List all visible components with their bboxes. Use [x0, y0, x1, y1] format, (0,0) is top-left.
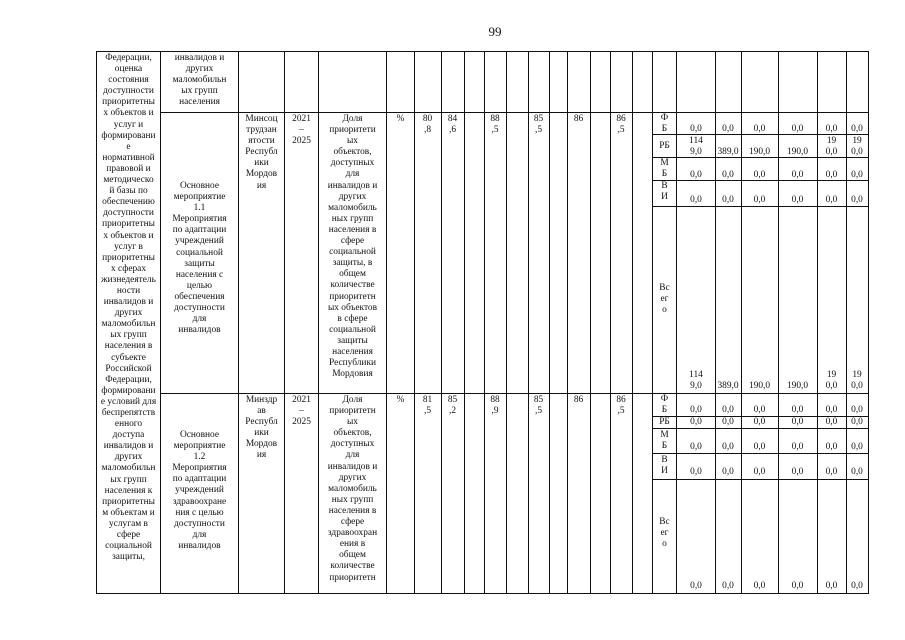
fin-total: 190,0: [786, 381, 809, 391]
col-line: [868, 51, 869, 593]
col-line: [567, 51, 568, 593]
fin-cell: 0,0: [825, 467, 838, 477]
fin-cell: 0,0: [791, 124, 804, 134]
funding-source: М Б: [660, 158, 669, 179]
fin-cell: 190,0: [786, 147, 809, 157]
funding-source: Ф Б: [660, 394, 669, 415]
measure-executor: Минсоц трудзан ятости Республ ики Мордов ия: [245, 114, 278, 191]
measure-executor: Минздр ав Республ ики Мордов ия: [245, 395, 278, 461]
col-line: [632, 51, 633, 593]
measure-period: 2021 – 2025: [292, 114, 311, 147]
funding-source: В И: [661, 455, 668, 476]
fin-cell: 0,0: [791, 467, 804, 477]
fin-cell: 0,0: [722, 442, 734, 452]
fin-cell: 0,0: [791, 405, 804, 415]
fin-total: 0,0: [791, 581, 804, 591]
fin-total: 19 0,0: [851, 370, 863, 391]
indicator-value: 86: [573, 395, 584, 405]
measure-indicator: Доля приоритети ых объектов, доступных для инвалидов и других маломобиль ных групп населения в сфере социальной защиты, в общем количестве приоритетн ых объектов в сфере социальной защиты населения Республики Мордовия: [327, 114, 378, 380]
fin-cell: 0,0: [825, 417, 838, 427]
fin-row-line: [652, 206, 869, 207]
fin-cell: 0,0: [791, 195, 804, 205]
fin-row-line: [652, 428, 869, 429]
fin-row-line: [652, 453, 869, 454]
fin-cell: 0,0: [825, 405, 838, 415]
fin-cell: 0,0: [851, 442, 863, 452]
fin-cell: 0,0: [825, 195, 838, 205]
fin-cell: 0,0: [722, 417, 734, 427]
fin-cell: 0,0: [690, 467, 702, 477]
fin-cell: 0,0: [851, 417, 863, 427]
fin-cell: 0,0: [690, 442, 702, 452]
fin-cell: 0,0: [722, 467, 734, 477]
fin-cell: 0,0: [722, 405, 734, 415]
fin-cell: 0,0: [825, 170, 838, 180]
fin-cell: 0,0: [722, 124, 734, 134]
fin-cell: 190,0: [748, 147, 771, 157]
table-bottom-border: [96, 593, 869, 594]
fin-total: 190,0: [748, 381, 771, 391]
col-line: [464, 51, 465, 593]
fin-cell: 0,0: [690, 405, 702, 415]
fin-cell: 0,0: [690, 124, 702, 134]
indicator-value: 85 ,2: [447, 395, 458, 416]
funding-source: Вс ег о: [659, 517, 670, 549]
table-top-border: [96, 51, 869, 52]
col-line: [590, 51, 591, 593]
fin-cell: 0,0: [753, 124, 766, 134]
fin-cell: 0,0: [753, 195, 766, 205]
fin-total: 0,0: [851, 581, 863, 591]
measure-period: 2021 – 2025: [292, 395, 311, 428]
fin-cell: 389,0: [717, 147, 739, 157]
indicator-value: 85 ,5: [533, 114, 544, 135]
measure-name: Основное мероприятие 1.1 Мероприятия по адаптации учреждений социальной защиты населения с целью обеспечения доступности для инвалидов: [172, 181, 227, 336]
fin-cell: 0,0: [791, 170, 804, 180]
indicator-value: 81 ,5: [422, 395, 433, 416]
funding-source: Вс ег о: [659, 283, 670, 315]
fin-total: 389,0: [717, 381, 739, 391]
col-line: [549, 51, 550, 593]
indicator-value: 88 ,9: [490, 395, 500, 416]
indicator-value: 84 ,6: [447, 114, 458, 135]
fin-cell: 0,0: [851, 195, 863, 205]
funding-source: РБ: [659, 417, 670, 427]
funding-source: Ф Б: [660, 113, 669, 134]
fin-cell: 0,0: [851, 124, 863, 134]
fin-total: 0,0: [722, 581, 734, 591]
goal-text: Федерации, оценка состояния доступности приоритетны х объектов и услуг и формировани е нормативной правовой и методическо й базы по обеспечению доступности приоритетны х объектов и услуг в приоритетны х сферах жизнедеятель ности инвалидов и других маломобильн ых групп населения в субъекте Российской Федерации, формировани е условий для беспрепятств енного доступа инвалидов и других маломобильн ых групп населения к приоритетны м объектам и услугам в сфере социальной защиты,: [100, 53, 157, 563]
fin-total: 114 9,0: [689, 370, 703, 391]
fin-total: 0,0: [753, 581, 766, 591]
indicator-value: 86: [573, 114, 584, 124]
fin-cell: 0,0: [851, 170, 863, 180]
funding-source: РБ: [659, 141, 670, 151]
fin-total: 19 0,0: [825, 370, 838, 391]
measure-unit: %: [396, 114, 405, 124]
row-line: [160, 393, 869, 394]
col-line: [386, 51, 387, 593]
fin-cell: 0,0: [753, 170, 766, 180]
fin-cell: 0,0: [690, 170, 702, 180]
fin-cell: 0,0: [825, 442, 838, 452]
funding-source: В И: [661, 181, 668, 202]
row-line: [160, 112, 869, 113]
measure-unit: %: [396, 395, 405, 405]
fin-cell: 0,0: [753, 442, 766, 452]
indicator-value: 88 ,5: [490, 114, 500, 135]
indicator-value: 80 ,8: [422, 114, 433, 135]
indicator-value: 85 ,5: [533, 395, 544, 416]
fin-row-line: [652, 479, 869, 480]
fin-cell: 0,0: [851, 467, 863, 477]
fin-cell: 0,0: [722, 195, 734, 205]
col-line: [506, 51, 507, 593]
fin-cell: 0,0: [753, 405, 766, 415]
fin-cell: 0,0: [791, 442, 804, 452]
fin-cell: 114 9,0: [689, 136, 703, 157]
fin-cell: 0,0: [851, 405, 863, 415]
fin-cell: 19 0,0: [851, 136, 863, 157]
fin-cell: 0,0: [690, 417, 702, 427]
measure-name: Основное мероприятие 1.2 Мероприятия по адаптации учреждений здравоохране ния с целью доступности для инвалидов: [172, 430, 227, 551]
fin-cell: 19 0,0: [825, 136, 838, 157]
top-continuation-text: инвалидов и других маломобильн ых групп населения: [172, 53, 227, 108]
fin-cell: 0,0: [753, 467, 766, 477]
fin-cell: 0,0: [722, 170, 734, 180]
fin-cell: 0,0: [690, 195, 702, 205]
fin-cell: 0,0: [825, 124, 838, 134]
fin-cell: 0,0: [791, 417, 804, 427]
fin-total: 0,0: [690, 581, 702, 591]
indicator-value: 86 ,5: [616, 114, 626, 135]
page-number: 99: [488, 24, 502, 39]
funding-source: М Б: [660, 430, 669, 451]
indicator-value: 86 ,5: [616, 395, 626, 416]
fin-total: 0,0: [825, 581, 838, 591]
fin-cell: 0,0: [753, 417, 766, 427]
measure-indicator: Доля приоритетн ых объектов, доступных для инвалидов и других маломобиль ных групп населения в сфере здравоохран ения в общем количестве приоритетн: [327, 395, 378, 583]
